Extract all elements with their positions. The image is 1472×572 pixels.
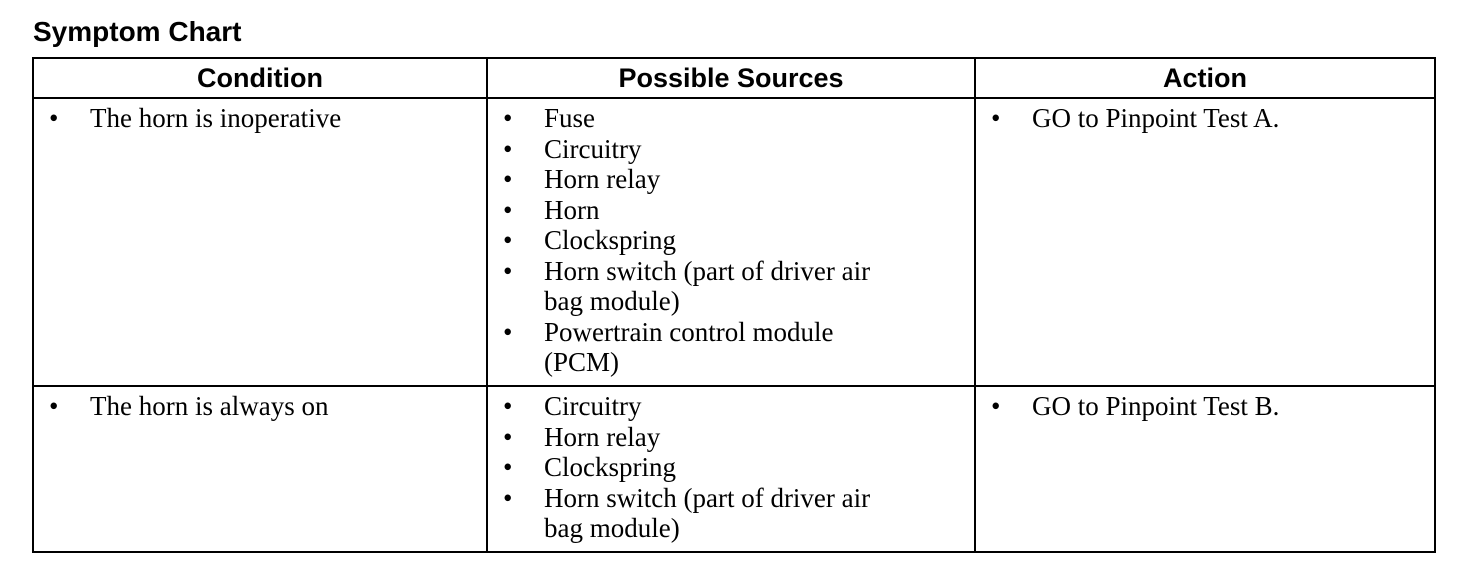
list-item: [488, 317, 974, 378]
bullet-icon: •: [991, 391, 1001, 421]
source-text: Horn switch (part of driver air bag module): [544, 255, 871, 316]
table-row: [33, 98, 1435, 386]
chart-title: Symptom Chart: [33, 16, 242, 47]
source-text: Circuitry: [544, 391, 642, 421]
list-item: [976, 391, 1434, 422]
sources-list: [488, 103, 974, 378]
bullet-icon: •: [503, 194, 513, 225]
table-row: [33, 386, 1435, 552]
list-item: [488, 164, 974, 195]
bullet-icon: •: [49, 391, 59, 421]
action-list: [976, 103, 1434, 134]
list-item: [488, 483, 974, 544]
list-item: [34, 391, 486, 422]
list-item: [976, 103, 1434, 134]
list-item: [488, 422, 974, 453]
source-text: Circuitry: [544, 133, 642, 164]
bullet-icon: •: [991, 103, 1001, 133]
condition-cell: [33, 386, 487, 552]
bullet-icon: •: [49, 103, 59, 133]
list-item: [488, 103, 974, 134]
list-item: [488, 134, 974, 165]
condition-text: The horn is always on: [90, 391, 329, 421]
header-row: [33, 58, 1435, 98]
bullet-icon: •: [503, 391, 513, 421]
source-text: Horn relay: [544, 421, 661, 452]
column-header-action: Action: [975, 58, 1435, 98]
source-text: Clockspring: [544, 452, 676, 482]
source-text: Horn relay: [544, 164, 661, 194]
condition-list: [34, 391, 486, 422]
list-item: [34, 103, 486, 134]
list-item: [488, 452, 974, 483]
column-header-possible-sources: Possible Sources: [487, 58, 975, 98]
action-cell: [975, 98, 1435, 386]
column-header-condition: Condition: [33, 58, 487, 98]
list-item: [488, 195, 974, 226]
source-text: Clockspring: [544, 225, 676, 255]
list-item: [488, 256, 974, 317]
bullet-icon: •: [503, 225, 513, 255]
source-text: Horn switch (part of driver air bag module): [544, 482, 871, 543]
action-text: GO to Pinpoint Test B.: [1032, 391, 1280, 421]
source-text: Horn: [544, 194, 600, 225]
source-text: Fuse: [544, 103, 596, 133]
bullet-icon: •: [503, 133, 513, 164]
bullet-icon: •: [503, 421, 513, 452]
bullet-icon: •: [503, 164, 513, 194]
possible-sources-cell: [487, 98, 975, 386]
bullet-icon: •: [503, 255, 513, 286]
action-list: [976, 391, 1434, 422]
bullet-icon: •: [503, 452, 513, 482]
action-text: GO to Pinpoint Test A.: [1032, 103, 1280, 133]
source-text: Powertrain control module (PCM): [544, 316, 834, 377]
condition-text: The horn is inoperative: [90, 103, 342, 133]
list-item: [488, 225, 974, 256]
action-cell: [975, 386, 1435, 552]
condition-list: [34, 103, 486, 134]
bullet-icon: •: [503, 482, 513, 513]
bullet-icon: •: [503, 103, 513, 133]
symptom-table: [32, 57, 1436, 553]
bullet-icon: •: [503, 316, 513, 347]
possible-sources-cell: [487, 386, 975, 552]
list-item: [488, 391, 974, 422]
condition-cell: [33, 98, 487, 386]
sources-list: [488, 391, 974, 544]
